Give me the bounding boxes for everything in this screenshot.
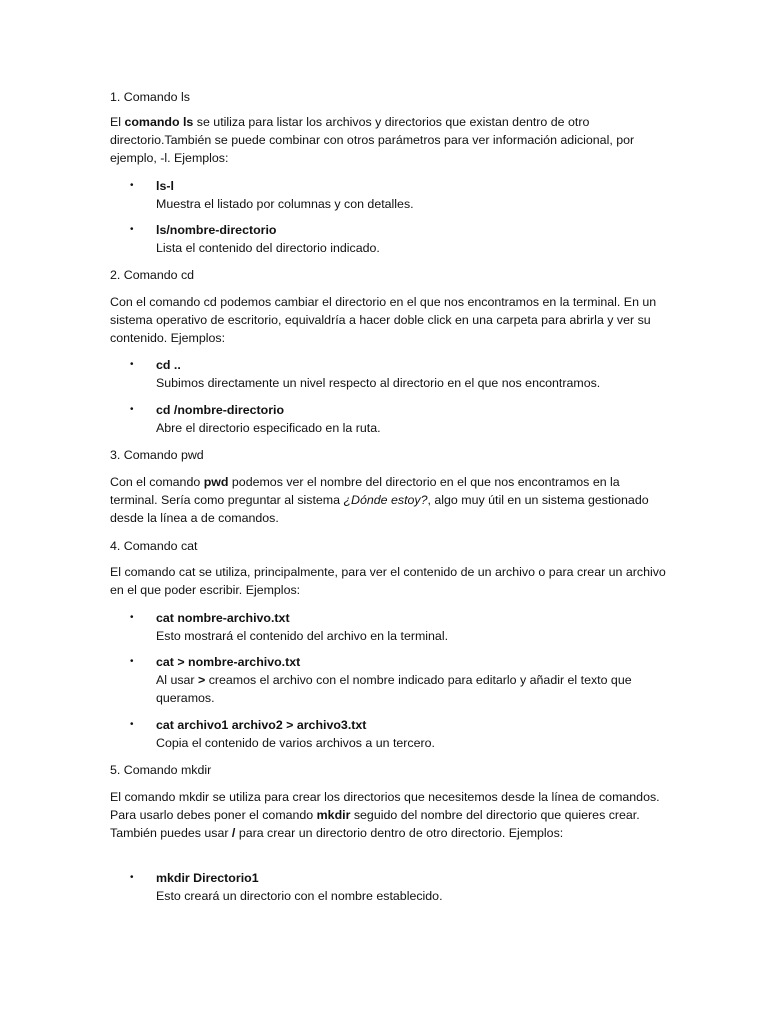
list-item [110,356,670,392]
command-description: Copia el contenido de varios archivos a un tercero. [156,736,435,750]
bullet-icon: • [130,359,134,370]
text-run: seguido del nombre del directorio que quieres crear. También puedes usar [110,808,640,840]
bullet-icon: • [130,612,134,623]
bold-text: pwd [203,475,229,489]
command-description: Abre el directorio especificado en la ruta. [156,421,381,435]
section-3-heading: 3. Comando pwd [110,448,204,462]
command-description: Esto creará un directorio con el nombre establecido. [156,889,443,903]
text-run: para crear un directorio dentro de otro directorio. Ejemplos: [235,826,564,840]
list-item [110,401,670,437]
list-item [110,869,670,905]
command-description: Subimos directamente un nivel respecto al directorio en el que nos encontramos. [156,376,601,390]
bullet-icon: • [130,719,134,730]
bullet-icon: • [130,180,134,191]
command-description: Muestra el listado por columnas y con detalles. [156,197,414,211]
bold-text: > [198,673,206,687]
list-item [110,177,670,213]
bold-text: mkdir [316,808,351,822]
section-4-paragraph: El comando cat se utiliza, principalmente, para ver el contenido de un archivo o para crear un archivo en el que poder escribir. Ejemplos: [110,565,666,597]
command-description: Esto mostrará el contenido del archivo en la terminal. [156,629,449,643]
section-3-paragraph [110,473,670,527]
command-example: cd /nombre-directorio [156,403,285,417]
command-example: cat nombre-archivo.txt [156,611,290,625]
list-item [110,609,670,645]
text-run: El comando mkdir se utiliza para crear los directorios que necesitemos desde la línea de comandos. Para usarlo debes poner el comando [110,790,660,822]
command-example: mkdir Directorio1 [156,871,259,885]
list-item [110,716,670,752]
text-run: El [110,115,125,129]
text-run: podemos ver el nombre del directorio en el que nos encontramos en la terminal. Sería como preguntar al sistema [110,475,620,507]
bold-text: comando ls [124,115,194,129]
bold-text: / [231,826,236,840]
section-5-heading: 5. Comando mkdir [110,763,212,777]
bullet-icon: • [130,224,134,235]
bullet-icon: • [130,872,134,883]
command-example: ls/nombre-directorio [156,223,277,237]
section-2-heading: 2. Comando cd [110,268,195,282]
text-run: se utiliza para listar los archivos y directorios que existan dentro de otro directorio.También se puede combinar con otros parámetros para ver información adicional, por ejemplo, -l. Ejemplos: [110,115,635,165]
list-item [110,221,670,257]
text-run: creamos el archivo con el nombre indicado para editarlo y añadir el texto que queramos. [156,673,632,705]
bullet-icon: • [130,404,134,415]
command-example: cd .. [156,358,181,372]
text-run: Con el comando [110,475,204,489]
command-example: ls-l [156,179,174,193]
section-1-paragraph [110,113,670,167]
section-4-heading: 4. Comando cat [110,539,198,553]
section-2-paragraph: Con el comando cd podemos cambiar el directorio en el que nos encontramos en la terminal. En un sistema operativo de escritorio, equivaldría a hacer doble click en una carpeta para abrirla y ver su contenido. Ejemplos: [110,295,657,345]
section-5-paragraph [110,788,670,842]
command-description [156,671,670,707]
text-run: , algo muy útil en un sistema gestionado desde la línea a de comandos. [110,493,649,525]
command-example: cat archivo1 archivo2 > archivo3.txt [156,718,367,732]
bullet-icon: • [130,656,134,667]
text-run: Al usar [156,673,199,687]
italic-text: ¿Dónde estoy? [343,493,428,507]
list-item [110,653,670,707]
section-1-heading: 1. Comando ls [110,90,190,104]
command-description: Lista el contenido del directorio indicado. [156,241,380,255]
command-example: cat > nombre-archivo.txt [156,655,301,669]
